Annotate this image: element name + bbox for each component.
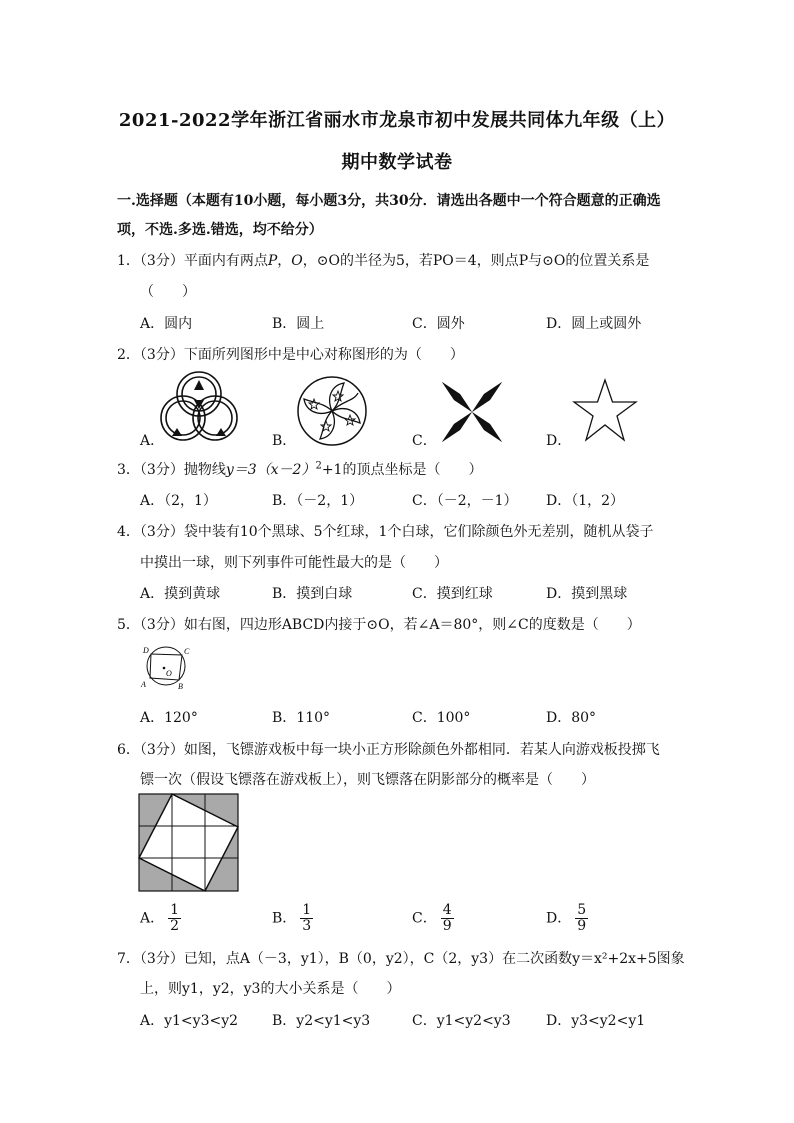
figure-label-c: C xyxy=(184,647,190,656)
figure-label-a: A xyxy=(141,680,146,689)
section-header-line2: 项，不选.多选.错选，均不给分） xyxy=(117,222,323,238)
q7-option-c: C．y1<y2<y3 xyxy=(412,1013,511,1029)
q1-stem-line1: 1．（3分）平面内有两点P，O，⊙O的半径为5，若PO＝4，则点P与⊙O的位置关系是 xyxy=(117,253,650,269)
q7-stem-line1: 7．（3分）已知，点A（－3，y1），B（0，y2），C（2，y3）在二次函数y＝x²+2x+5图象 xyxy=(117,951,685,967)
q7-stem-line2: 上，则y1，y2，y3的大小关系是（ ） xyxy=(140,981,401,997)
q5-option-a: A．120° xyxy=(140,710,198,726)
figure-label-d: D xyxy=(143,646,149,655)
q3-option-c: C．（－2，－1） xyxy=(412,493,518,509)
four-kite-figure xyxy=(440,380,504,444)
q7-option-b: B．y2<y1<y3 xyxy=(272,1013,371,1029)
q6-option-a: A． $\frac{1}{2}$ xyxy=(140,902,180,934)
q1-option-c: C．圆外 xyxy=(412,316,465,332)
q6-option-b: B． $\frac{1}{3}$ xyxy=(272,902,312,934)
q7-option-d: D．y3<y2<y1 xyxy=(546,1013,646,1029)
q5-stem: 5．（3分）如右图，四边形ABCD内接于⊙O，若∠A＝80°，则∠C的度数是（ ） xyxy=(117,617,641,633)
q6-stem-line1: 6．（3分）如图，飞镖游戏板中每一块小正方形除颜色外都相同．若某人向游戏板投掷飞 xyxy=(117,742,660,758)
q2-option-b-label: B． xyxy=(272,433,297,449)
q1-stem-paren: （ ） xyxy=(140,284,196,300)
q3-option-d: D．（1，2） xyxy=(546,493,625,509)
triquetra-figure xyxy=(158,370,240,444)
q4-option-c: C．摸到红球 xyxy=(412,586,493,602)
q5-option-d: D．80° xyxy=(546,710,597,726)
star-outline-figure xyxy=(572,378,638,442)
q2-option-d-label: D． xyxy=(546,433,572,449)
q7-option-a: A．y1<y3<y2 xyxy=(140,1013,239,1029)
q1-option-b: B．圆上 xyxy=(272,316,325,332)
q4-option-d: D．摸到黑球 xyxy=(546,586,628,602)
inscribed-quadrilateral-figure xyxy=(138,642,192,692)
q5-option-b: B．110° xyxy=(272,710,331,726)
q3-option-b: B．（－2，1） xyxy=(272,493,364,509)
q3-option-a: A．（2，1） xyxy=(140,493,217,509)
q2-stem: 2．（3分）下面所列图形中是中心对称图形的为（ ） xyxy=(117,347,464,363)
bauhinia-emblem-figure xyxy=(296,375,368,447)
dartboard-figure xyxy=(138,793,240,893)
q4-option-a: A．摸到黄球 xyxy=(140,586,221,602)
figure-label-b: B xyxy=(178,682,183,691)
q6-stem-line2: 镖一次（假设飞镖落在游戏板上），则飞镖落在阴影部分的概率是（ ） xyxy=(140,772,595,788)
q3-stem: 3．（3分）抛物线$y=3(x-2)^2+1$的顶点坐标是（ ） xyxy=(117,460,483,478)
figure-label-o: O xyxy=(166,669,172,678)
q2-option-c-label: C． xyxy=(412,433,437,449)
q1-option-a: A．圆内 xyxy=(140,316,193,332)
q6-option-c: C． $\frac{4}{9}$ xyxy=(412,902,452,934)
q6-option-d: D． $\frac{5}{9}$ xyxy=(546,902,587,934)
page-title-line2: 期中数学试卷 xyxy=(341,152,453,173)
page-title-line1: 2021-2022学年浙江省丽水市龙泉市初中发展共同体九年级（上） xyxy=(118,110,676,131)
section-header-line1: 一.选择题（本题有10小题，每小题3分，共30分．请选出各题中一个符合题意的正确选 xyxy=(117,193,661,209)
q5-option-c: C．100° xyxy=(412,710,471,726)
q4-stem-line1: 4．（3分）袋中装有10个黑球、5个红球，1个白球，它们除颜色外无差别，随机从袋子 xyxy=(117,524,654,540)
q1-option-d: D．圆上或圆外 xyxy=(546,316,642,332)
q4-option-b: B．摸到白球 xyxy=(272,586,353,602)
q4-stem-line2: 中摸出一球，则下列事件可能性最大的是（ ） xyxy=(140,555,448,571)
q2-option-a-label: A． xyxy=(140,433,165,449)
